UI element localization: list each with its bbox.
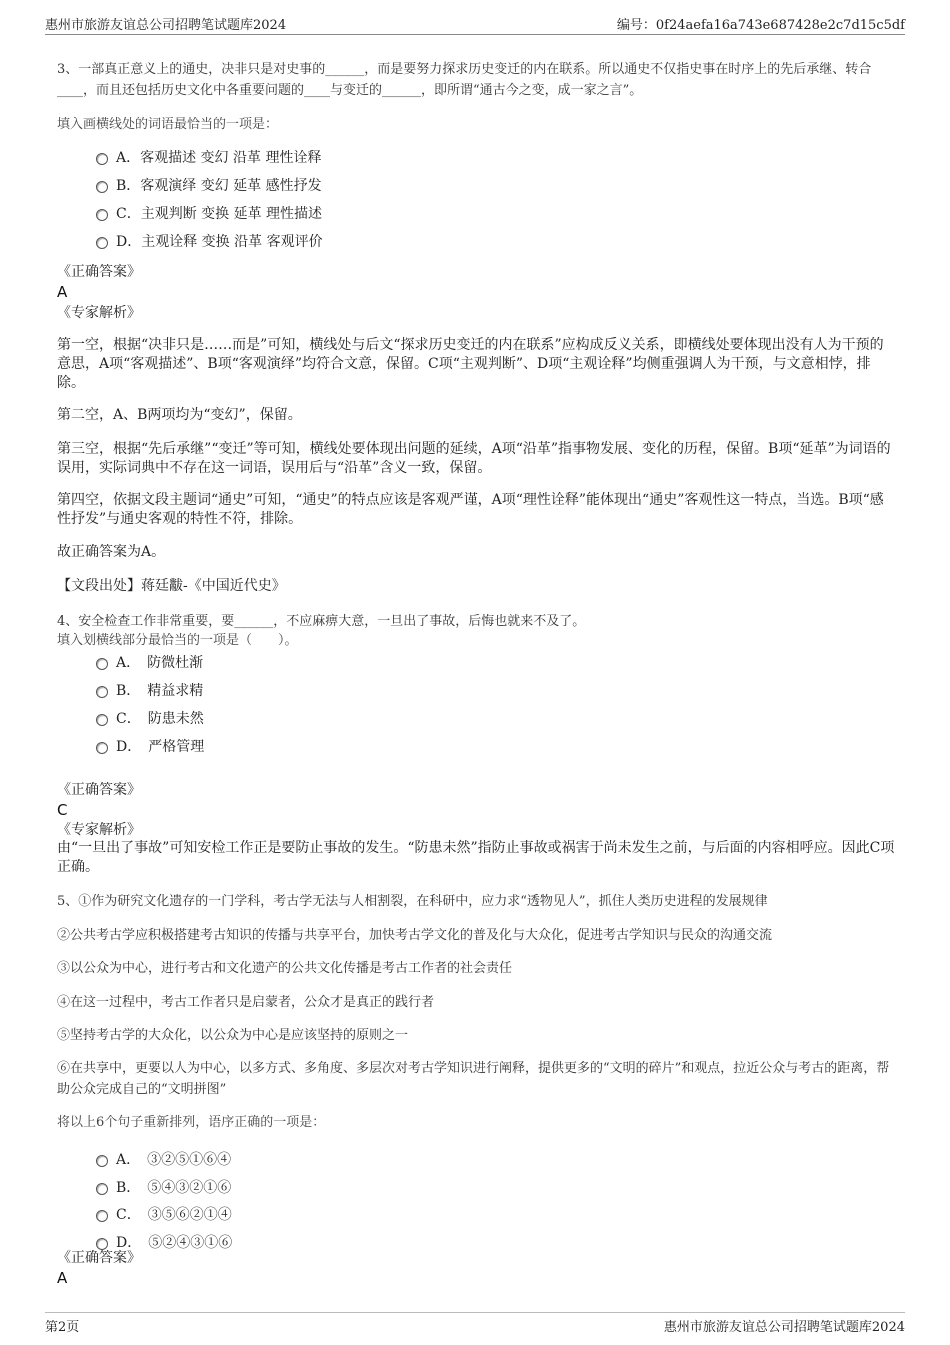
question-3-analysis-label: 《专家解析》	[57, 305, 141, 321]
radio-icon[interactable]	[96, 1210, 108, 1222]
option-label: A． ③②⑤①⑥④	[116, 1152, 232, 1168]
question-3-analysis-1: 第一空，根据“决非只是……而是”可知，横线处与后文“探求历史变迁的内在联系”应构成反义关系，即横线处要体现出没有人为干预的意思，A项“客观描述”、B项“客观演绎”均符合文意，保留。C项“主观判断”、D项“主观诠释”均侧重强调人为干预，与文意相悖，排除。	[57, 337, 884, 391]
header-serial: 编号：0f24aefa16a743e687428e2c7d15c5df	[616, 18, 905, 33]
question-5-sentence-1: 5、①作为研究文化遗存的一门学科，考古学无法与人相割裂，在科研中，应力求“透物见人”，抓住人类历史进程的发展规律	[57, 894, 768, 909]
question-3-option-c[interactable]	[96, 204, 322, 224]
radio-icon[interactable]	[96, 237, 108, 249]
question-4-option-c[interactable]	[96, 709, 204, 729]
question-3-analysis-4: 第四空，依据文段主题词“通史”可知，“通史”的特点应该是客观严谨，A项“理性诠释”能体现出“通史”客观性这一特点，当选。B项“感性抒发”与通史客观的特性不符，排除。	[57, 492, 884, 527]
question-3-analysis-5: 故正确答案为A。	[57, 544, 166, 560]
question-4-option-d[interactable]	[96, 737, 204, 757]
question-5-prompt: 将以上6个句子重新排列，语序正确的一项是：	[57, 1115, 326, 1130]
radio-icon[interactable]	[96, 1183, 108, 1195]
radio-icon[interactable]	[96, 181, 108, 193]
question-5-option-a[interactable]	[96, 1150, 231, 1170]
question-3-stem: 3、一部真正意义上的通史，决非只是对史事的______，而是要努力探求历史变迁的内在联系。所以通史不仅指史事在时序上的先后承继、转合____，而且还包括历史文化中各重要问题的____与变迁的______，即所谓“通古今之变，成一家之言”。	[57, 62, 872, 98]
question-4-answer-label: 《正确答案》	[57, 782, 141, 798]
question-5-sentence-6: ⑥在共享中，更要以人为中心，以多方式、多角度、多层次对考古学知识进行阐释，提供更多的“文明的碎片”和观点，拉近公众与考古的距离，帮助公众完成自己的“文明拼图”	[57, 1061, 890, 1097]
radio-icon[interactable]	[96, 714, 108, 726]
question-5-sentence-4: ④在这一过程中，考古工作者只是启蒙者，公众才是真正的践行者	[57, 995, 435, 1010]
question-4-analysis-label: 《专家解析》	[57, 822, 141, 838]
question-5-option-c[interactable]	[96, 1205, 232, 1225]
question-5-answer-label: 《正确答案》	[57, 1250, 141, 1266]
question-3-source: 【文段出处】蒋廷黻-《中国近代史》	[57, 578, 286, 594]
option-label: C． 防患未然	[116, 711, 204, 727]
question-5-option-b[interactable]	[96, 1178, 231, 1198]
question-4-analysis: 由“一旦出了事故”可知安检工作正是要防止事故的发生。“防患未然”指防止事故或祸害于尚未发生之前，与后面的内容相呼应。因此C项正确。	[57, 840, 895, 875]
radio-icon[interactable]	[96, 686, 108, 698]
question-5-sentence-2: ②公共考古学应积极搭建考古知识的传播与共享平台，加快考古学文化的普及化与大众化，促进考古学知识与民众的沟通交流	[57, 928, 773, 943]
radio-icon[interactable]	[96, 153, 108, 165]
radio-icon[interactable]	[96, 742, 108, 754]
option-label: B． ⑤④③②①⑥	[116, 1180, 232, 1196]
option-label: C．主观判断 变换 延革 理性描述	[116, 206, 323, 222]
question-5-sentence-5: ⑤坚持考古学的大众化，以公众为中心是应该坚持的原则之一	[57, 1028, 409, 1043]
question-4-option-b[interactable]	[96, 681, 203, 701]
question-3-answer: A	[57, 283, 68, 301]
option-label: A．客观描述 变幻 沿革 理性诠释	[116, 150, 322, 166]
question-4-stem: 4、安全检查工作非常重要，要______，不应麻痹大意，一旦出了事故，后悔也就来不及了。	[57, 614, 586, 629]
question-4-answer: C	[57, 801, 68, 819]
question-3-option-a[interactable]	[96, 148, 321, 168]
option-label: D． 严格管理	[116, 739, 205, 755]
question-3-analysis-3: 第三空，根据“先后承继”“变迁”等可知，横线处要体现出问题的延续，A项“沿革”指事物发展、变化的历程，保留。B项“延革”为词语的误用，实际词典中不存在这一词语，误用后与“沿革”含义一致，保留。	[57, 441, 891, 476]
page-number: 第2页	[45, 1320, 80, 1335]
option-label: D．主观诠释 变换 沿革 客观评价	[116, 234, 323, 250]
question-3-analysis-2: 第二空，A、B两项均为“变幻”，保留。	[57, 407, 302, 423]
option-label: B． 精益求精	[116, 683, 204, 699]
question-3-prompt: 填入画横线处的词语最恰当的一项是：	[57, 117, 279, 132]
page-header	[45, 14, 905, 35]
option-label: C． ③⑤⑥②①④	[116, 1207, 232, 1223]
option-label: B．客观演绎 变幻 延革 感性抒发	[116, 178, 322, 194]
question-4-prompt: 填入划横线部分最恰当的一项是（ ）。	[57, 633, 298, 648]
radio-icon[interactable]	[96, 658, 108, 670]
question-5-sentence-3: ③以公众为中心，进行考古和文化遗产的公共文化传播是考古工作者的社会责任	[57, 961, 513, 976]
radio-icon[interactable]	[96, 1155, 108, 1167]
radio-icon[interactable]	[96, 209, 108, 221]
option-label: A． 防微杜渐	[116, 655, 204, 671]
option-label: D． ⑤②④③①⑥	[116, 1235, 233, 1251]
question-3-answer-label: 《正确答案》	[57, 264, 141, 280]
question-3-option-d[interactable]	[96, 232, 323, 252]
question-4-option-a[interactable]	[96, 653, 203, 673]
question-3-option-b[interactable]	[96, 176, 322, 196]
footer-title: 惠州市旅游友谊总公司招聘笔试题库2024	[663, 1320, 905, 1335]
page-footer	[45, 1312, 905, 1335]
header-title: 惠州市旅游友谊总公司招聘笔试题库2024	[45, 18, 287, 33]
question-5-answer: A	[57, 1269, 68, 1287]
